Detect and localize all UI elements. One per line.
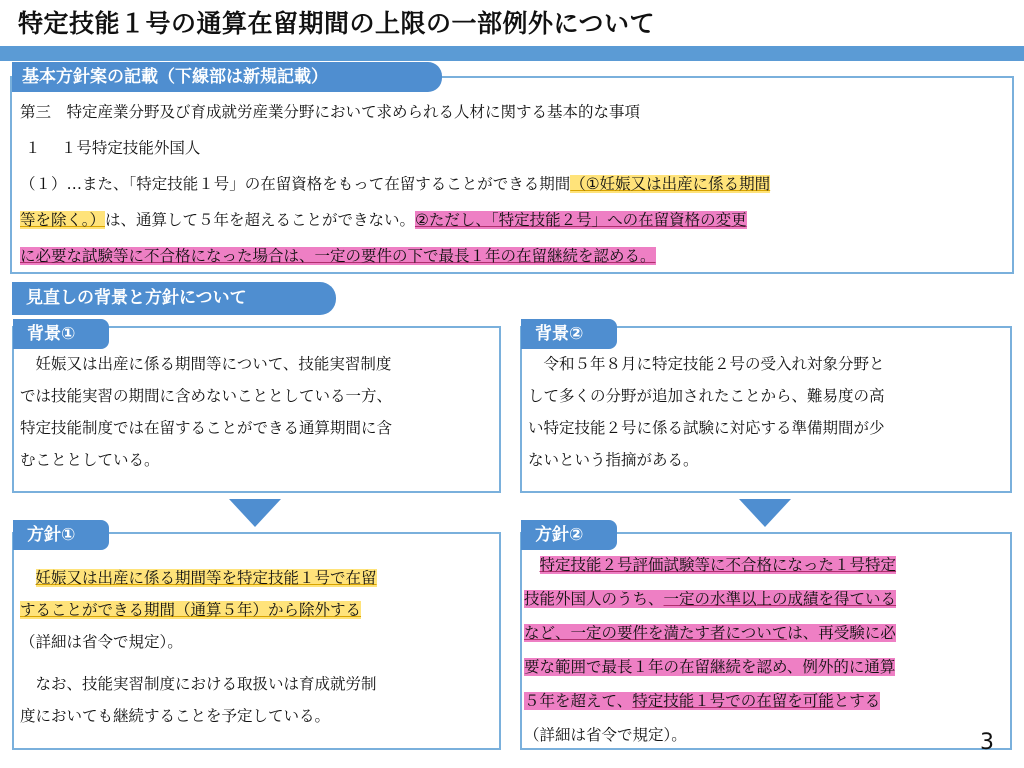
policy-2-line	[524, 650, 1010, 684]
policy-1-highlight: することができる期間（通算５年）から除外する	[20, 601, 362, 619]
policy-2-highlight: は、再受験に必	[787, 624, 896, 642]
background-2-line: して多くの分野が追加されたことから、難易度の高	[528, 387, 885, 405]
highlight-exception-2: ②ただし、「特定技能２号」への在留資格の変更	[414, 211, 747, 229]
background-1-line: 妊娠又は出産に係る期間等について、技能実習制度	[20, 355, 392, 373]
highlight-exception-1: （①妊娠又は出産に係る期間	[570, 175, 771, 193]
policy-2-line: （詳細は省令で規定）。	[524, 726, 687, 744]
policy-2-highlight: ５年を超えて、	[524, 692, 633, 710]
policy-2-highlight: 特定技能１号での在留を可能	[632, 692, 834, 710]
page-title: 特定技能１号の通算在留期間の上限の一部例外について	[18, 9, 656, 38]
policy-2-line	[524, 616, 1010, 650]
background-2-label: 背景②	[521, 319, 617, 349]
basic-line-4: 等を除く。）は、通算して５年を超えることができない。②ただし、「特定技能２号」への在留資格の変更	[20, 211, 747, 229]
highlight-exception-2-cont: に必要な試験等に不合格になった場合は、一定の要件の下で最長１年の在留継続を認める。	[20, 247, 656, 265]
basic-line-5	[20, 238, 1010, 274]
review-section-label: 見直しの背景と方針について	[12, 282, 336, 315]
policy-1-text	[20, 562, 498, 732]
background-1-label: 背景①	[13, 319, 109, 349]
policy-2-label: 方針②	[521, 520, 617, 550]
policy-1-label: 方針①	[13, 520, 109, 550]
policy-1-line	[20, 562, 498, 594]
background-2-line: ないという指摘がある。	[528, 451, 699, 469]
policy-2-line	[524, 582, 1010, 616]
basic-line-2: １ １号特定技能外国人	[24, 139, 201, 157]
policy-1-highlight: 妊娠又は出産に係る期間等を特定技能１号で在留	[35, 569, 377, 587]
background-2-line: 令和５年８月に特定技能２号の受入れ対象分野と	[528, 355, 885, 373]
policy-1-line: なお、技能実習制度における取扱いは育成就労制	[20, 675, 377, 693]
background-1-line: むこととしている。	[20, 451, 160, 469]
basic-policy-label: 基本方針案の記載（下線部は新規記載）	[12, 62, 442, 92]
background-2-text	[528, 348, 1008, 476]
policy-2-highlight: 技能外国人のうち、	[524, 590, 664, 608]
policy-2-highlight: 要な範囲で最長１年の在留継続を認め、例外的に通算	[524, 658, 896, 676]
policy-2-line	[524, 548, 1010, 582]
background-1-line: では技能実習の期間に含めないこととしている一方、	[20, 387, 393, 405]
basic-line-3: （１）…また、「特定技能１号」の在留資格をもって在留することができる期間（①妊娠又は出産に係る期間	[20, 175, 771, 193]
page-number: 3	[980, 730, 994, 755]
title-underline-bar	[0, 46, 1024, 61]
background-1-text	[20, 348, 498, 476]
policy-1-line	[20, 594, 498, 626]
down-arrow-icon	[229, 499, 281, 527]
basic-policy-text	[20, 94, 1010, 274]
policy-2-highlight: 一定の水準以上の成績を得ている	[663, 590, 897, 608]
policy-2-highlight: など、一定の要件を満たす者について	[524, 624, 788, 642]
policy-1-line: 度においても継続することを予定している。	[20, 707, 331, 725]
policy-2-text	[524, 548, 1010, 752]
policy-2-line	[524, 684, 1010, 718]
down-arrow-icon	[739, 499, 791, 527]
policy-2-highlight: とする	[833, 692, 881, 710]
background-2-line: い特定技能２号に係る試験に対応する準備期間が少	[528, 419, 885, 437]
policy-2-highlight: 特定技能２号評価試験等に不合格になった１号特定	[539, 556, 897, 574]
highlight-exception-1-cont: 等を除く。）	[20, 211, 105, 229]
background-1-line: 特定技能制度では在留することができる通算期間に含	[20, 419, 393, 437]
basic-line-1: 第三 特定産業分野及び育成就労産業分野において求められる人材に関する基本的な事項	[20, 103, 641, 121]
policy-1-line: （詳細は省令で規定）。	[20, 633, 183, 651]
